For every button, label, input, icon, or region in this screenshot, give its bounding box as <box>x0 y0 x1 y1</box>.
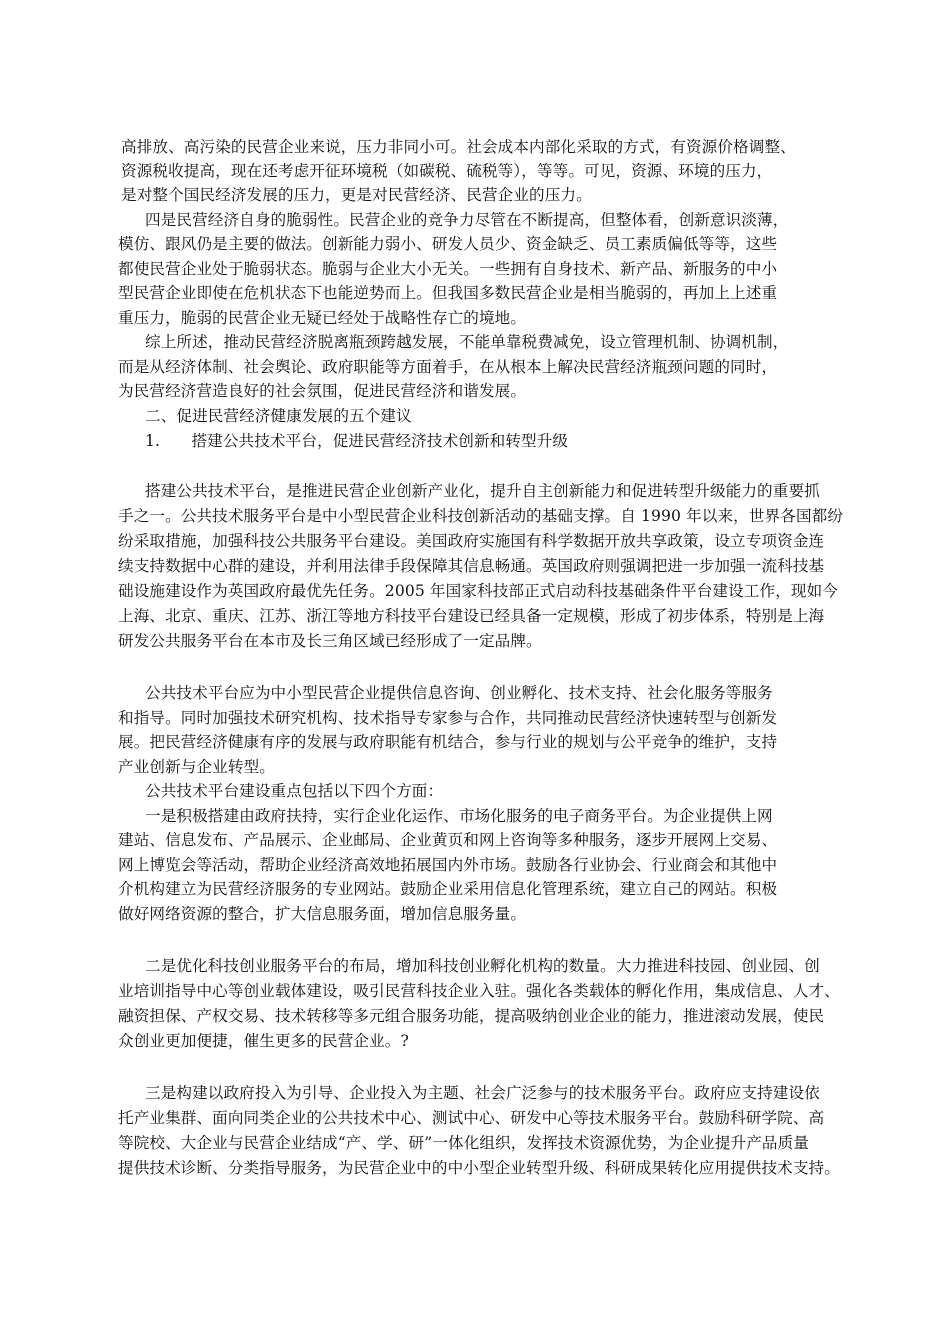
text-line: 公共技术平台建设重点包括以下四个方面： <box>145 782 444 800</box>
text-line: 为民营经济营造良好的社会氛围，促进民营经济和谐发展。 <box>118 382 527 400</box>
text-line: 纷采取措施，加强科技公共服务平台建设。美国政府实施国有科学数据开放共享政策，设立专项资金连 <box>118 532 825 550</box>
text-line: 四是民营经济自身的脆弱性。民营企业的竞争力尽管在不断提高，但整体看，创新意识淡薄， <box>145 211 789 229</box>
text-line: 一是积极搭建由政府扶持，实行企业化运作、市场化服务的电子商务平台。为企业提供上网 <box>145 807 773 825</box>
text-line: 模仿、跟风仍是主要的做法。创新能力弱小、研发人员少、资金缺乏、员工素质偏低等等，这些 <box>118 235 778 253</box>
subsection-heading: 1. 搭建公共技术平台，促进民营经济技术创新和转型升级 <box>145 432 569 450</box>
text-line: 资源税收提高，现在还考虑开征环境税（如碳税、硫税等），等等。可见，资源、环境的压力， <box>121 162 773 180</box>
text-line: 众创业更加便捷，催生更多的民营企业。? <box>118 1032 409 1050</box>
text-line: 做好网络资源的整合，扩大信息服务面，增加信息服务量。 <box>118 905 527 923</box>
text-line: 产业创新与企业转型。 <box>118 758 275 776</box>
text-line: 建站、信息发布、产品展示、企业邮局、企业黄页和网上咨询等多种服务，逐步开展网上交易、 <box>118 831 778 849</box>
text-line: 搭建公共技术平台，是推进民营企业创新产业化，提升自主创新能力和促进转型升级能力的重要抓 <box>145 482 820 500</box>
text-line: 融资担保、产权交易、技术转移等多元组合服务功能，提高吸纳创业企业的能力，推进滚动发展，使民 <box>118 1007 825 1025</box>
text-line: 和指导。同时加强技术研究机构、技术指导专家参与合作，共同推动民营经济快速转型与创新发 <box>118 709 778 727</box>
text-line: 提供技术诊断、分类指导服务，为民营企业中的中小型企业转型升级、科研成果转化应用提供技术支持。 <box>118 1159 840 1177</box>
text-line: 是对整个国民经济发展的压力，更是对民营经济、民营企业的压力。 <box>121 186 592 204</box>
text-line: 等院校、大企业与民营企业结成“产、学、研”一体化组织，发挥技术资源优势，为企业提升产品质量 <box>118 1134 809 1152</box>
text-line: 础设施建设作为英国政府最优先任务。2005 年国家科技部正式启动科技基础条件平台建设工作，现如今 <box>118 582 838 600</box>
text-line: 介机构建立为民营经济服务的专业网站。鼓励企业采用信息化管理系统，建立自己的网站。积极 <box>118 880 778 898</box>
text-line: 三是构建以政府投入为引导、企业投入为主题、社会广泛参与的技术服务平台。政府应支持建设依 <box>145 1084 820 1102</box>
text-line: 而是从经济体制、社会舆论、政府职能等方面着手，在从根本上解决民营经济瓶颈问题的同时， <box>118 358 778 376</box>
text-line: 型民营企业即使在危机状态下也能逆势而上。但我国多数民营企业是相当脆弱的，再加上上述重 <box>118 284 778 302</box>
section-heading: 二、促进民营经济健康发展的五个建议 <box>145 407 412 425</box>
text-line: 综上所述，推动民营经济脱离瓶颈跨越发展，不能单靠税费减免，设立管理机制、协调机制， <box>145 333 789 351</box>
text-line: 公共技术平台应为中小型民营企业提供信息咨询、创业孵化、技术支持、社会化服务等服务 <box>145 684 773 702</box>
text-line: 网上博览会等活动，帮助企业经济高效地拓展国内外市场。鼓励各行业协会、行业商会和其他中 <box>118 856 778 874</box>
text-line: 研发公共服务平台在本市及长三角区域已经形成了一定品牌。 <box>118 632 542 650</box>
text-line: 续支持数据中心群的建设，并利用法律手段保障其信息畅通。英国政府则强调把进一步加强一流科技基 <box>118 557 825 575</box>
text-line: 业培训指导中心等创业载体建设，吸引民营科技企业入驻。强化各类载体的孵化作用，集成信息、人才、 <box>118 982 840 1000</box>
text-line: 都使民营企业处于脆弱状态。脆弱与企业大小无关。一些拥有自身技术、新产品、新服务的中小 <box>118 260 778 278</box>
text-line: 高排放、高污染的民营企业来说，压力非同小可。社会成本内部化采取的方式，有资源价格调整、 <box>121 138 796 156</box>
text-line: 展。把民营经济健康有序的发展与政府职能有机结合，参与行业的规划与公平竞争的维护，支持 <box>118 733 778 751</box>
text-line: 重压力，脆弱的民营企业无疑已经处于战略性存亡的境地。 <box>118 309 527 327</box>
text-line: 托产业集群、面向同类企业的公共技术中心、测试中心、研发中心等技术服务平台。鼓励科研学院、高 <box>118 1109 825 1127</box>
text-line: 上海、北京、重庆、江苏、浙江等地方科技平台建设已经具备一定规模，形成了初步体系，特别是上海 <box>118 607 825 625</box>
text-line: 二是优化科技创业服务平台的布局，增加科技创业孵化机构的数量。大力推进科技园、创业园、创 <box>145 957 820 975</box>
text-line: 手之一。公共技术服务平台是中小型民营企业科技创新活动的基础支撑。自 1990 年以来，世界各国都纷 <box>118 507 844 525</box>
